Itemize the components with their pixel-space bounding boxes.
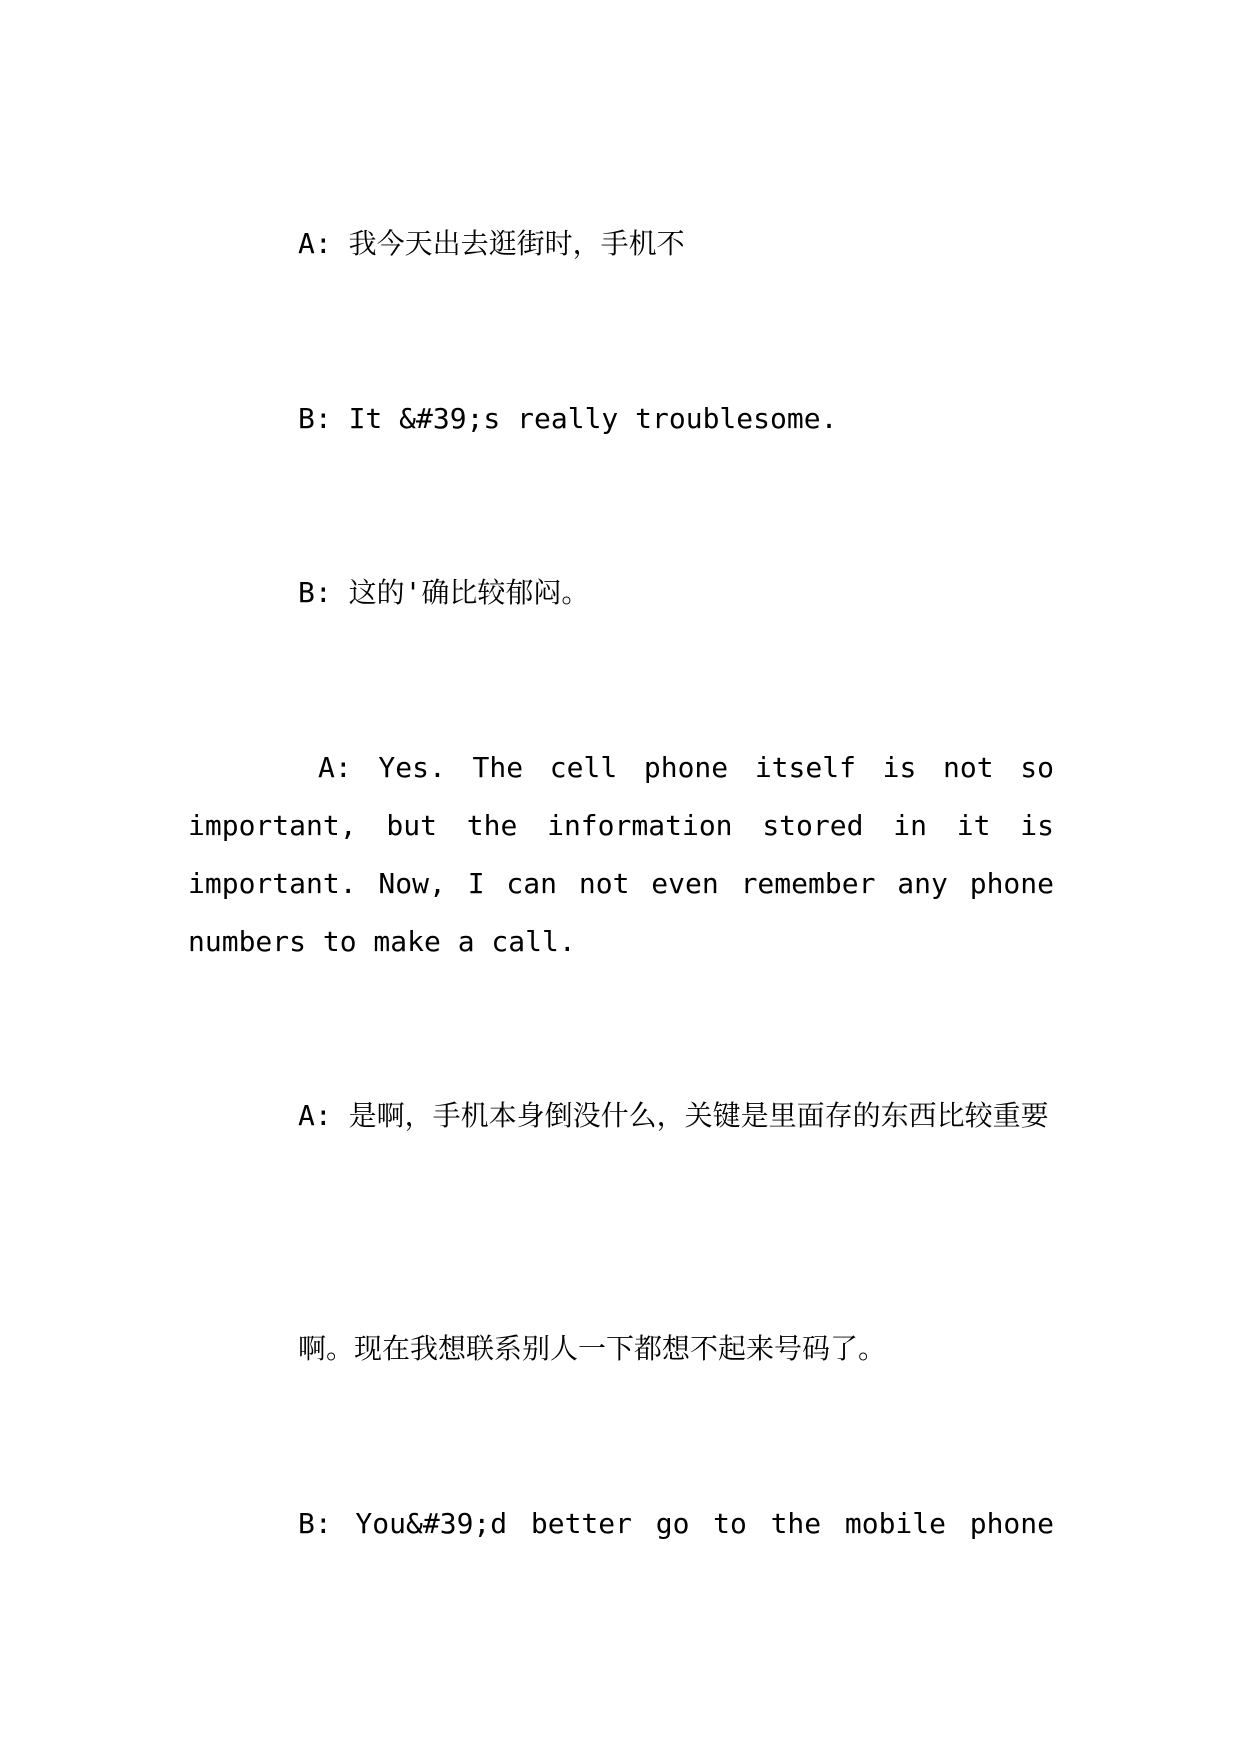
dialog-line-a-chinese-3: 啊。现在我想联系别人一下都想不起来号码了。: [298, 1332, 887, 1365]
dialog-line-b-english-2: B: You&#39;d better go to the mobile phone: [298, 1507, 1054, 1540]
dialog-line-a-english-2: A: Yes. The cell phone itself is not so important, but the information stored in it is important. Now, I can not even remember any phone numbers to make a call.: [188, 751, 1054, 958]
dialog-line-a-chinese-1: A: 我今天出去逛街时，手机不: [298, 227, 685, 260]
dialog-line-b-english-1: B: It &#39;s really troublesome.: [298, 402, 838, 435]
dialog-line-a-chinese-2: A: 是啊，手机本身倒没什么，关键是里面存的东西比较重要: [298, 1099, 1049, 1132]
dialog-line-b-chinese-1: B: 这的'确比较郁闷。: [298, 576, 590, 609]
